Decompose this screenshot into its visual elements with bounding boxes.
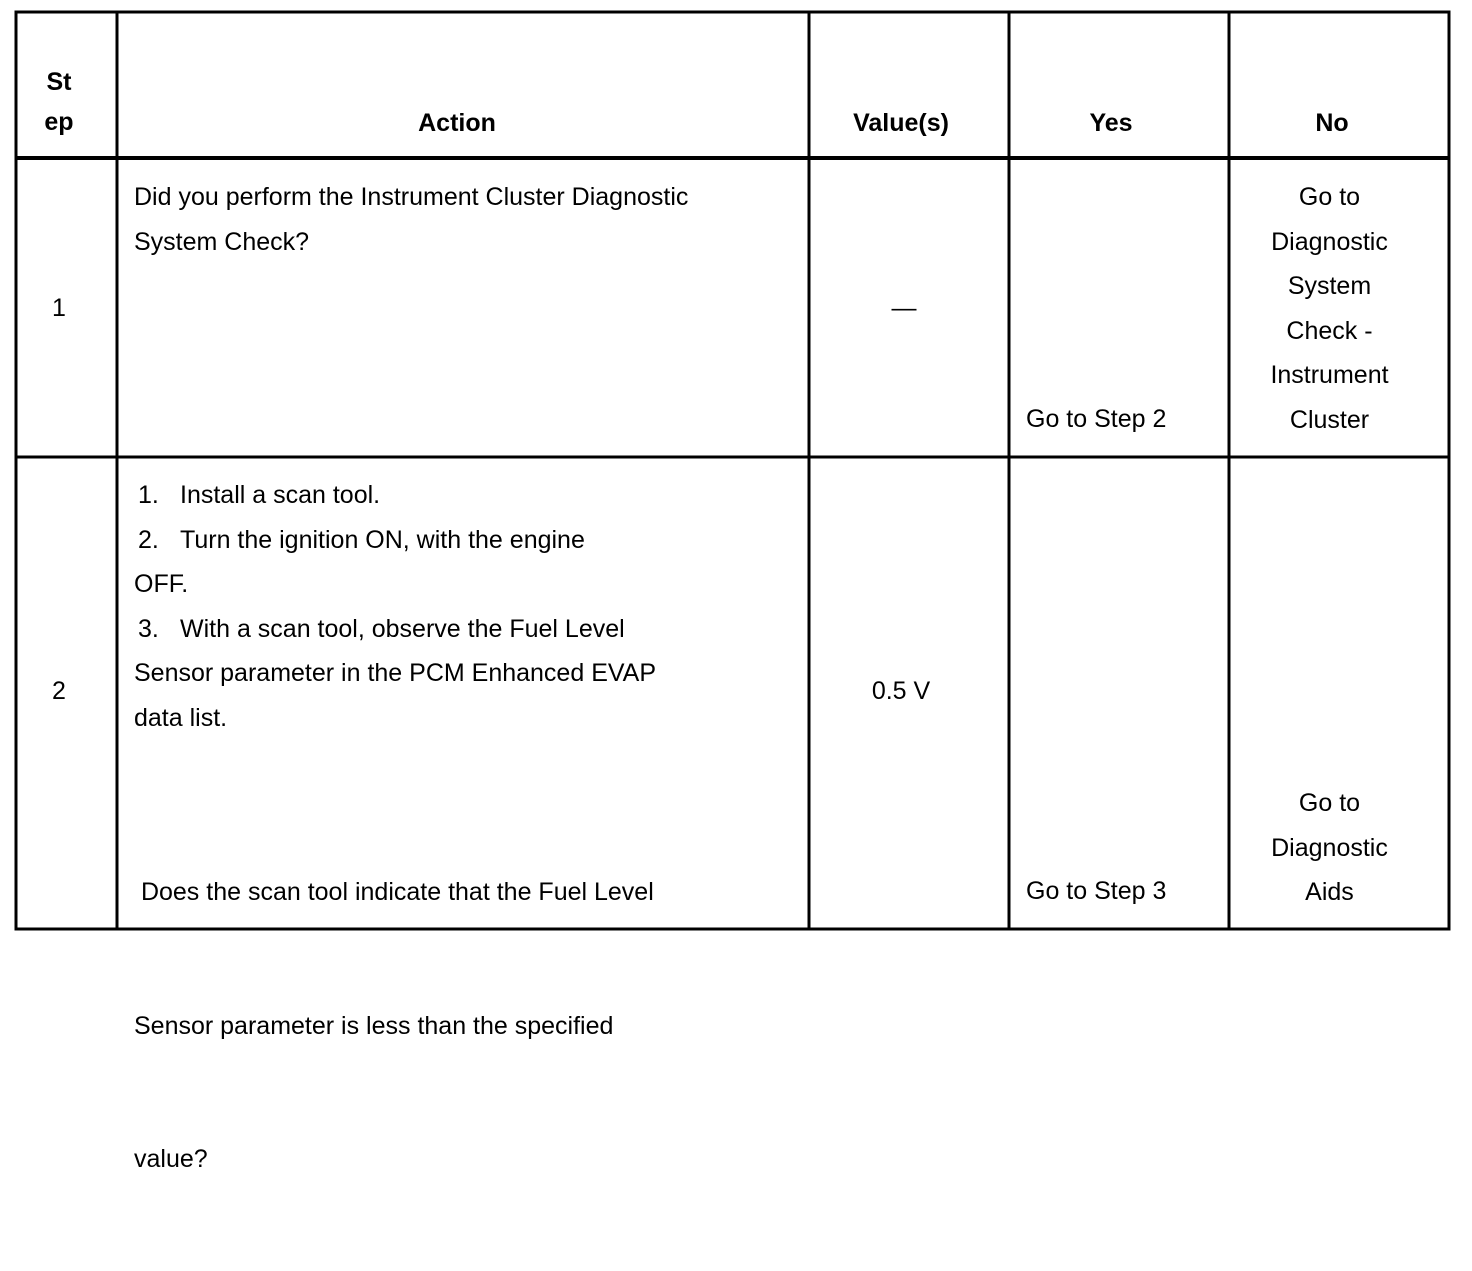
- list-item: [134, 518, 656, 563]
- header-values: Value(s): [853, 109, 949, 137]
- header-step-line1: St: [46, 68, 72, 96]
- row2-question: [134, 781, 654, 1271]
- row2-no-line1: Go to: [1298, 789, 1361, 817]
- row2-no: [1229, 781, 1430, 915]
- header-step: [16, 62, 102, 142]
- list-item-continuation: data list.: [134, 703, 228, 732]
- row1-no: [1229, 175, 1430, 442]
- list-item-text: Install a scan tool.: [180, 481, 381, 509]
- header-action: Action: [418, 109, 496, 137]
- list-item: [134, 473, 656, 518]
- row1-action-line1: Did you perform the Instrument Cluster Diagnostic: [134, 183, 689, 211]
- row1-action: [134, 175, 688, 264]
- header-step-line2: ep: [44, 108, 74, 136]
- list-item-number: 2.: [138, 525, 159, 554]
- header-no: No: [1315, 109, 1349, 137]
- row1-yes: Go to Step 2: [1026, 405, 1167, 433]
- row2-value: 0.5 V: [871, 677, 931, 705]
- row2-no-line2: Diagnostic: [1271, 833, 1388, 862]
- list-item-number: 3.: [138, 614, 159, 643]
- row2-action: [134, 473, 656, 740]
- list-item-continuation: OFF.: [134, 570, 189, 598]
- row1-no-line4: Check -: [1286, 316, 1373, 345]
- row1-no-line3: System: [1287, 272, 1372, 300]
- row2-question-line3: value?: [134, 1145, 208, 1173]
- row1-no-line1: Go to: [1298, 183, 1361, 211]
- row1-no-line6: Cluster: [1289, 405, 1370, 434]
- row1-no-line2: Diagnostic: [1271, 227, 1388, 256]
- row1-no-line5: Instrument: [1270, 361, 1389, 389]
- header-yes: Yes: [1089, 109, 1133, 137]
- list-item-text: With a scan tool, observe the Fuel Level: [180, 614, 625, 643]
- list-item-number: 1.: [138, 481, 159, 509]
- list-item: [134, 607, 656, 652]
- row2-question-line2: Sensor parameter is less than the specified: [134, 1011, 614, 1040]
- list-item-continuation: Sensor parameter in the PCM Enhanced EVAP: [134, 659, 657, 687]
- row1-action-line2: System Check?: [134, 227, 310, 256]
- row2-no-line3: Aids: [1305, 878, 1354, 906]
- list-item-text: Turn the ignition ON, with the engine: [180, 525, 585, 554]
- row2-yes: Go to Step 3: [1026, 877, 1167, 905]
- row1-step: 1: [52, 294, 66, 322]
- row2-question-line1: Does the scan tool indicate that the Fuel Level: [134, 878, 654, 906]
- row2-step: 2: [52, 677, 66, 705]
- row1-value: —: [891, 294, 917, 322]
